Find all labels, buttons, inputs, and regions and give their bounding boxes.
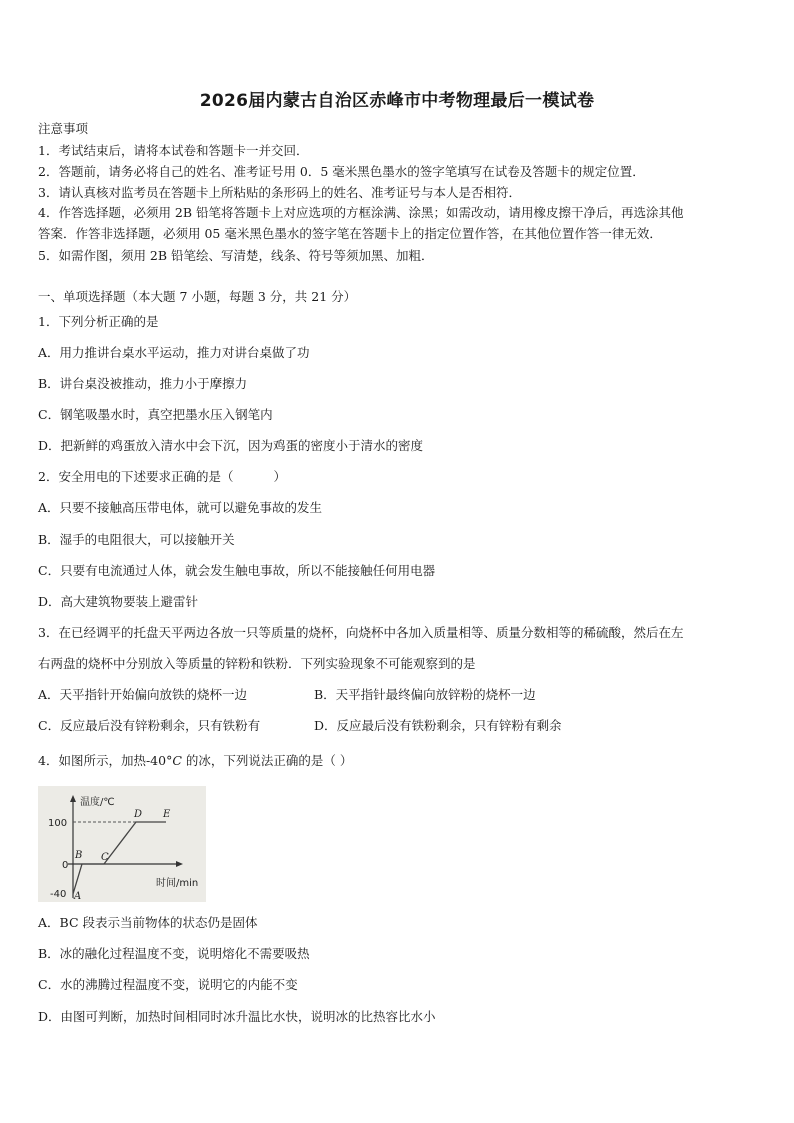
point-b-label: B (75, 850, 83, 861)
question-2-option-c: C．只要有电流通过人体，就会发生触电事故，所以不能接触任何用电器 (38, 563, 436, 578)
question-4-option-b: B．冰的融化过程温度不变，说明熔化不需要吸热 (38, 946, 310, 961)
question-4-option-a: A．BC 段表示当前物体的状态仍是固体 (38, 915, 258, 930)
question-3-stem-line-2: 右两盘的烧杯中分别放入等质量的锌粉和铁粉．下列实验现象不可能观察到的是 (38, 656, 476, 671)
tick-0: 0 (62, 860, 69, 871)
tick-neg40: -40 (50, 889, 67, 900)
question-2-stem (38, 469, 286, 485)
question-1-option-c: C．钢笔吸墨水时，真空把墨水压入钢笔内 (38, 407, 273, 422)
question-2-option-a: A．只要不接触高压带电体，就可以避免事故的发生 (38, 500, 323, 515)
heating-curve-graph (38, 786, 206, 902)
question-3-option-c: C．反应最后没有锌粉剩余，只有铁粉有 (38, 718, 261, 733)
question-4-stem-tail: 的冰，下列说法正确的是（ ） (181, 753, 353, 768)
point-a-label: A (74, 891, 82, 902)
heating-curve-line (73, 822, 166, 894)
notice-item: 5．如需作图，须用 2B 铅笔绘、写清楚，线条、符号等须加黑、加粗． (38, 248, 434, 263)
question-4-stem-text: 4．如图所示，加热-40 (38, 753, 167, 768)
notice-item: 2．答题前，请务必将自己的姓名、准考证号用 0．5 毫米黑色墨水的签字笔填写在试卷及答题卡的规定位置． (38, 164, 645, 179)
temperature-unit: °C (166, 753, 182, 768)
point-c-label: C (101, 852, 109, 863)
question-2-option-b: B．湿手的电阻很大，可以接触开关 (38, 532, 235, 547)
section-heading: 一、单项选择题（本大题 7 小题，每题 3 分，共 21 分） (38, 289, 357, 304)
question-3-stem-line-1: 3．在已经调平的托盘天平两边各放一只等质量的烧杯，向烧杯中各加入质量相等、质量分数相等的稀硫酸，然后在左 (38, 625, 684, 640)
notice-item: 4．作答选择题，必须用 2B 铅笔将答题卡上对应选项的方框涂满、涂黑；如需改动，请用橡皮擦干净后，再选涂其他 (38, 205, 684, 220)
question-3-option-a: A．天平指针开始偏向放铁的烧杯一边 (38, 687, 248, 702)
question-2-stem-text: 2．安全用电的下述要求正确的是（ (38, 469, 234, 484)
question-1-option-b: B．讲台桌没被推动，推力小于摩擦力 (38, 376, 248, 391)
x-axis-arrow (176, 861, 183, 867)
notice-item: 3．请认真核对监考员在答题卡上所粘贴的条形码上的姓名、准考证号与本人是否相符． (38, 185, 521, 200)
page-title: 2026届内蒙古自治区赤峰市中考物理最后一模试卷 (199, 91, 595, 111)
question-1-option-d: D．把新鲜的鸡蛋放入清水中会下沉，因为鸡蛋的密度小于清水的密度 (38, 438, 424, 453)
question-3-option-d: D．反应最后没有铁粉剩余，只有锌粉有剩余 (314, 718, 562, 733)
heating-curve-figure (38, 786, 206, 902)
question-2-stem-close: ） (273, 469, 286, 484)
notice-heading: 注意事项 (38, 121, 89, 136)
point-e-label: E (163, 809, 171, 820)
question-2-option-d: D．高大建筑物要装上避雷针 (38, 594, 199, 609)
tick-100: 100 (48, 818, 68, 829)
notice-item: 1．考试结束后，请将本试卷和答题卡一并交回． (38, 143, 309, 158)
y-axis-arrow (70, 795, 76, 802)
question-1-option-a: A．用力推讲台桌水平运动，推力对讲台桌做了功 (38, 345, 310, 360)
y-axis-label: 温度/℃ (80, 797, 115, 808)
question-4-option-c: C．水的沸腾过程温度不变，说明它的内能不变 (38, 977, 298, 992)
question-4-stem (38, 753, 352, 769)
x-axis-label: 时间/min (156, 878, 199, 889)
question-4-option-d: D．由图可判断，加热时间相同时冰升温比水快，说明冰的比热容比水小 (38, 1009, 436, 1024)
question-3-option-b: B．天平指针最终偏向放锌粉的烧杯一边 (314, 687, 536, 702)
notice-item: 答案．作答非选择题，必须用 05 毫米黑色墨水的签字笔在答题卡上的指定位置作答，在其他位置作答一律无效． (38, 226, 662, 241)
point-d-label: D (134, 809, 143, 820)
question-1-stem: 1．下列分析正确的是 (38, 314, 159, 329)
